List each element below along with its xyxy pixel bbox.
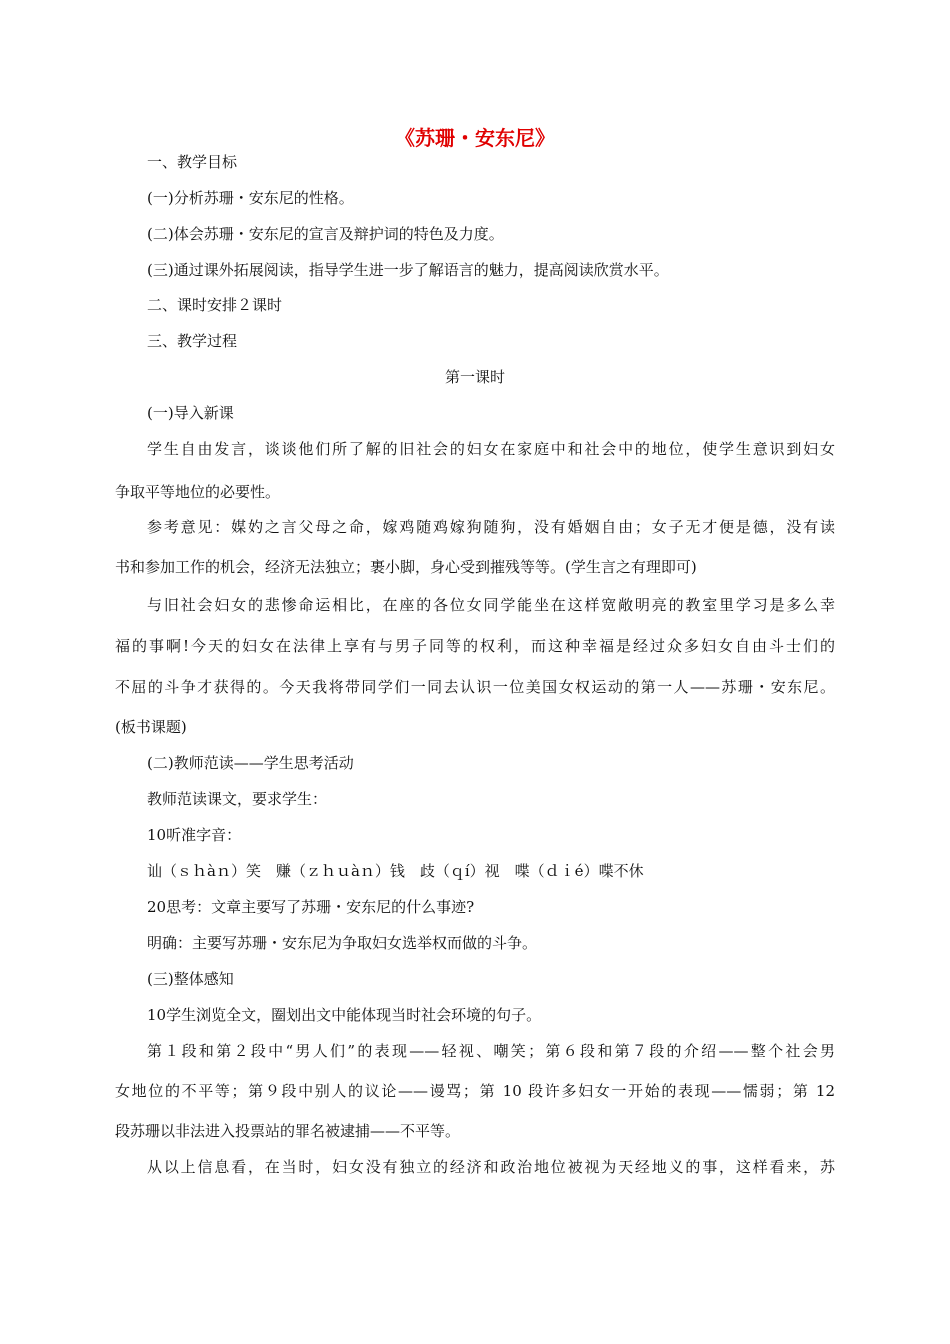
paragraph-line: 争取平等地位的必要性。 — [115, 483, 281, 501]
document-title: 《苏珊・安东尼》 — [395, 126, 555, 150]
subheading-overview: (三)整体感知 — [147, 970, 234, 988]
pronunciation-line: 讪（ｓｈàｎ）笑 赚（ｚｈｕàｎ）钱 歧（ｑí）视 喋（ｄｉé）喋不休 — [147, 862, 644, 880]
goal-1: (一)分析苏珊・安东尼的性格。 — [147, 189, 354, 207]
paragraph-line: 明确：主要写苏珊・安东尼为争取妇女选举权而做的斗争。 — [147, 934, 538, 952]
heading-process: 三、教学过程 — [147, 332, 238, 350]
paragraph-line: (板书课题) — [115, 718, 187, 736]
paragraph-line: 不屈的斗争才获得的。今天我将带同学们一同去认识一位美国女权运动的第一人——苏珊・安东尼。 — [115, 678, 835, 696]
goal-3: (三)通过课外拓展阅读，指导学生进一步了解语言的魅力，提高阅读欣赏水平。 — [147, 261, 669, 279]
section-first-lesson: 第一课时 — [444, 368, 505, 386]
subheading-reading: (二)教师范读——学生思考活动 — [147, 754, 354, 772]
list-item: 10听准字音： — [147, 826, 242, 844]
paragraph-line: 参考意见：媒妁之言父母之命，嫁鸡随鸡嫁狗随狗，没有婚姻自由；女子无才便是德，没有读 — [147, 518, 835, 536]
paragraph-line: 书和参加工作的机会，经济无法独立；裹小脚，身心受到摧残等等。(学生言之有理即可) — [115, 558, 697, 576]
paragraph-line: 段苏珊以非法进入投票站的罪名被逮捕——不平等。 — [115, 1122, 461, 1140]
paragraph-line: 女地位的不平等；第９段中别人的议论——谩骂；第 10 段许多妇女一开始的表现——懦弱；第 12 — [115, 1082, 835, 1100]
list-item: 10学生浏览全文，圈划出文中能体现当时社会环境的句子。 — [147, 1006, 542, 1024]
paragraph-line: 第１段和第２段中“男人们”的表现——轻视、嘲笑；第６段和第７段的介绍——整个社会男 — [147, 1042, 835, 1060]
goal-2: (二)体会苏珊・安东尼的宣言及辩护词的特色及力度。 — [147, 225, 504, 243]
subheading-intro: (一)导入新课 — [147, 404, 234, 422]
paragraph-line: 学生自由发言，谈谈他们所了解的旧社会的妇女在家庭中和社会中的地位，使学生意识到妇女 — [147, 440, 835, 458]
paragraph-line: 福的事啊!今天的妇女在法律上享有与男子同等的权利，而这种幸福是经过众多妇女自由斗士们的 — [115, 637, 835, 655]
heading-teaching-goals: 一、教学目标 — [147, 153, 238, 171]
list-item: 20思考：文章主要写了苏珊・安东尼的什么事迹? — [147, 898, 475, 916]
heading-schedule: 二、课时安排２课时 — [147, 296, 283, 314]
paragraph-line: 从以上信息看，在当时，妇女没有独立的经济和政治地位被视为天经地义的事，这样看来，苏 — [147, 1158, 835, 1176]
paragraph-line: 教师范读课文，要求学生： — [147, 790, 328, 808]
paragraph-line: 与旧社会妇女的悲惨命运相比，在座的各位女同学能坐在这样宽敞明亮的教室里学习是多么幸 — [147, 596, 835, 614]
